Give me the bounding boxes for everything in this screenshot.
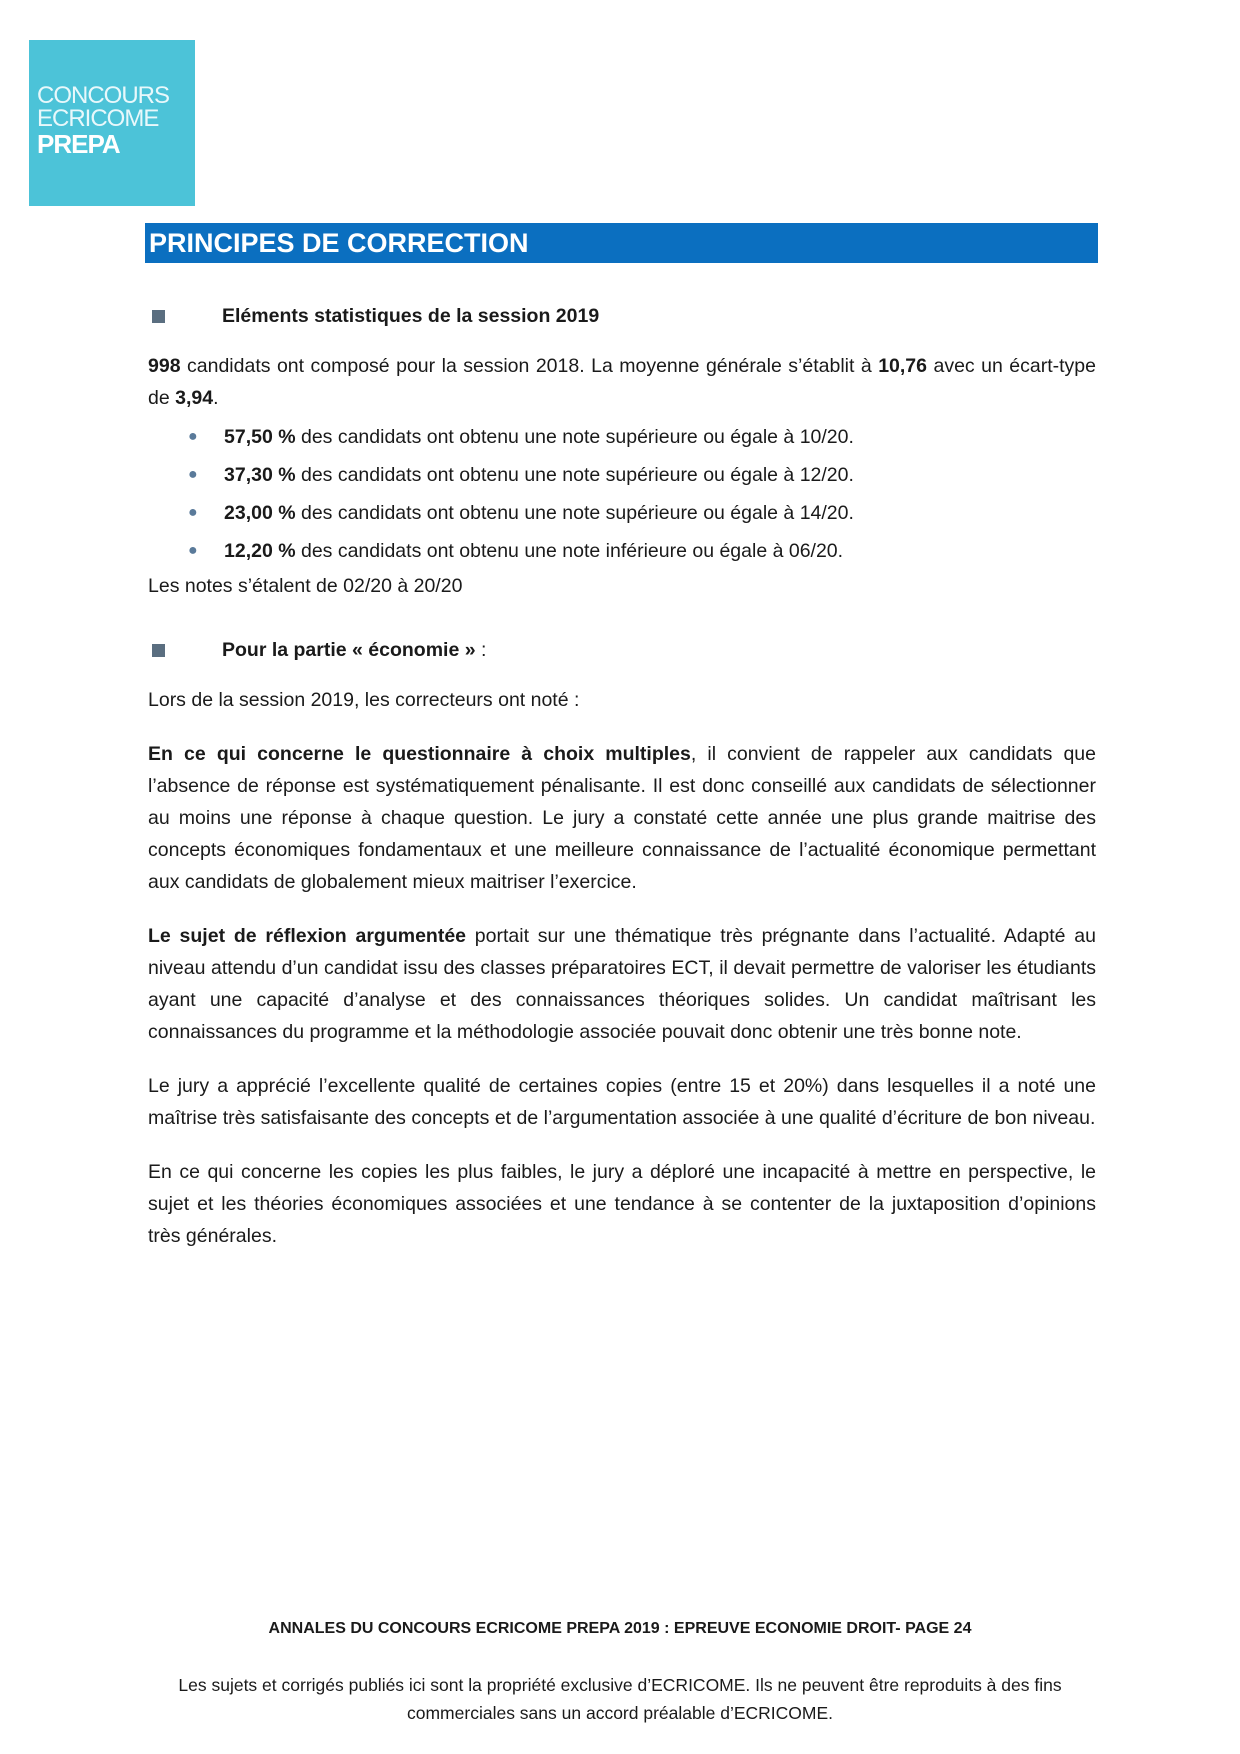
logo-line-prepa: PREPA: [37, 129, 120, 159]
std-dev: 3,94: [175, 387, 214, 409]
logo-line-concours: CONCOURS: [37, 82, 170, 109]
eco-heading: [148, 634, 1096, 666]
eco-heading-text: Pour la partie « économie »: [222, 639, 476, 661]
score-range: Les notes s’étalent de 02/20 à 20/20: [148, 575, 463, 597]
stats-intro-text3: .: [213, 387, 219, 409]
stat-text: des candidats ont obtenu une note supérieure ou égale à 14/20.: [295, 502, 854, 524]
stats-intro-text1: candidats ont composé pour la session 2018. La moyenne générale s’établit à: [180, 355, 879, 377]
best-copies-paragraph: Le jury a apprécié l’excellente qualité de certaines copies (entre 15 et 20%) dans lesquelles il a noté une maîtrise très satisfaisante des concepts et de l’argumentation associée à une qualité d’écriture de bon niveau.: [148, 1075, 1096, 1129]
square-bullet-icon: [152, 644, 165, 657]
mean-score: 10,76: [878, 355, 928, 377]
main-content: [148, 300, 1096, 1252]
stats-intro-text2: avec un écart-type de: [148, 355, 1096, 409]
stats-heading: [148, 300, 1096, 332]
list-item: [148, 532, 1096, 570]
eco-heading-suffix: :: [475, 639, 487, 661]
reflexion-paragraph: [148, 920, 1096, 1048]
footer-title: ANNALES DU CONCOURS ECRICOME PREPA 2019 : EPREUVE ECONOMIE DROIT- PAGE 24: [268, 1620, 972, 1637]
list-item: [148, 418, 1096, 456]
list-item: [148, 494, 1096, 532]
reflexion-paragraph-lead: Le sujet de réflexion argumentée: [148, 925, 467, 947]
candidate-count: 998: [148, 355, 181, 377]
stat-value: 12,20 %: [224, 540, 296, 562]
bullet-icon: ●: [188, 542, 198, 559]
bullet-icon: ●: [188, 466, 198, 483]
stats-list: [148, 418, 1096, 570]
section-banner: PRINCIPES DE CORRECTION: [145, 223, 1098, 263]
stats-intro: [148, 350, 1096, 414]
reflexion-paragraph-text: portait sur une thématique très prégnante dans l’actualité. Adapté au niveau attendu d’un candidat issu des classes préparatoires ECT, il devait permettre de valoriser les étudiants ayant une capacité d’analyse et des connaissances théoriques solides. Un candidat maîtrisant les connaissances du programme et la méthodologie associée pouvait donc obtenir une très bonne note.: [148, 925, 1096, 1043]
weak-copies-paragraph: En ce qui concerne les copies les plus faibles, le jury a déploré une incapacité à mettre en perspective, le sujet et les théories économiques associées et une tendance à se contenter de la juxtaposition d’opinions très générales.: [148, 1161, 1096, 1247]
eco-intro: Lors de la session 2019, les correcteurs ont noté :: [148, 689, 580, 711]
ecricome-logo: [29, 40, 195, 206]
bullet-icon: ●: [188, 428, 198, 445]
stat-text: des candidats ont obtenu une note supérieure ou égale à 10/20.: [295, 426, 854, 448]
bullet-icon: ●: [188, 504, 198, 521]
list-item: [148, 456, 1096, 494]
stat-text: des candidats ont obtenu une note inférieure ou égale à 06/20.: [295, 540, 844, 562]
stats-heading-text: Eléments statistiques de la session 2019: [222, 305, 600, 327]
square-bullet-icon: [152, 310, 165, 323]
logo-line-ecricome: ECRICOME: [37, 105, 159, 132]
qcm-paragraph-text: , il convient de rappeler aux candidats que l’absence de réponse est systématiquement pénalisante. Il est donc conseillé aux candidats de sélectionner au moins une réponse à chaque question. Le jury a constaté cette année une plus grande maitrise des concepts économiques fondamentaux et une meilleure connaissance de l’actualité économique permettant aux candidats de globalement mieux maitriser l’exercice.: [148, 743, 1096, 893]
qcm-paragraph-lead: En ce qui concerne le questionnaire à choix multiples: [148, 743, 691, 765]
stat-value: 37,30 %: [224, 464, 296, 486]
stat-value: 57,50 %: [224, 426, 296, 448]
stat-value: 23,00 %: [224, 502, 296, 524]
footer-notice: Les sujets et corrigés publiés ici sont la propriété exclusive d’ECRICOME. Ils ne peuvent être reproduits à des fins commerciales sans un accord préalable d’ECRICOME.: [178, 1675, 1062, 1723]
qcm-paragraph: [148, 738, 1096, 898]
stat-text: des candidats ont obtenu une note supérieure ou égale à 12/20.: [295, 464, 854, 486]
